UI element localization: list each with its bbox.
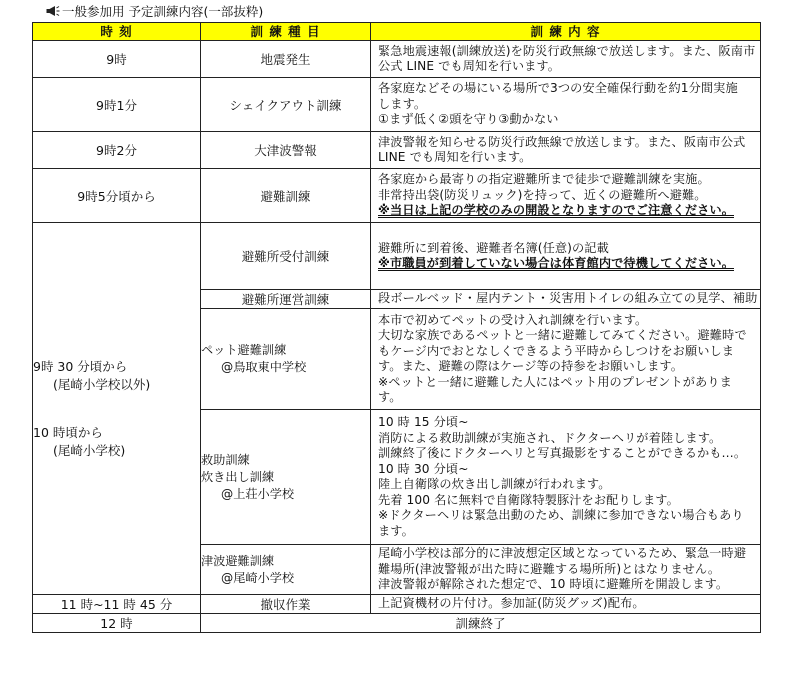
content-line: 避難所に到着後、避難者名簿(任意)の記載 — [378, 240, 609, 255]
content-line: 公式 LINE でも周知を行います。 — [378, 59, 561, 73]
content-line: 尾崎小学校は部分的に津波想定区域となっているため、緊急一時避 — [378, 546, 747, 561]
content-line: 非常持出袋(防災リュック)を持って、近くの避難所へ避難。 — [378, 187, 707, 202]
training-cell — [201, 309, 371, 410]
training-location: @鳥取東中学校 — [221, 360, 307, 374]
table-row — [33, 41, 761, 78]
content-line: 本市で初めてペットの受け入れ訓練を行います。 — [378, 312, 648, 327]
time-cell: 12 時 — [33, 614, 201, 633]
document-title — [46, 4, 263, 20]
table-row — [33, 78, 761, 132]
content-line: 津波警報が解除された想定で、10 時頃に避難所を開設します。 — [378, 577, 729, 592]
training-location: @尾崎小学校 — [221, 570, 295, 585]
training-cell: シェイクアウト訓練 — [201, 78, 371, 132]
training-cell — [201, 545, 371, 595]
header-training: 訓 練 種 目 — [201, 23, 371, 41]
training-cell: 撤収作業 — [201, 595, 371, 614]
content-line: 先着 100 名に無料で自衛隊特製豚汁をお配りします。 — [378, 492, 679, 507]
training-name-2: 炊き出し訓練 — [201, 469, 275, 484]
content-line: ます。 — [378, 523, 414, 538]
content-line: す。 — [378, 390, 402, 404]
content-line: LINE でも周知を行います。 — [378, 150, 532, 164]
content-line: ※ドクターヘリは緊急出動のため、訓練に参加できない場合もあり — [378, 508, 744, 522]
training-cell — [201, 410, 371, 545]
training-cell: 避難所運営訓練 — [201, 290, 371, 309]
content-line: 各家庭などその場にいる場所で3つの安全確保行動を約1分間実施 — [378, 81, 738, 96]
training-cell: 避難訓練 — [201, 169, 371, 223]
content-line: 難場所(津波警報が出た時に避難する場所所)とはなりません。 — [378, 561, 721, 576]
content-line: 10 時 30 分頃~ — [378, 461, 469, 476]
content-line: 上記資機材の片付け。参加証(防災グッズ)配布。 — [378, 596, 645, 611]
table-row — [33, 223, 761, 290]
table-row — [33, 169, 761, 223]
training-name: 津波避難訓練 — [201, 553, 275, 568]
time-cell: 9時 — [33, 41, 201, 78]
content-cell — [371, 410, 761, 545]
training-location: @上荘小学校 — [221, 486, 295, 501]
time-cell: 9時5分頃から — [33, 169, 201, 223]
training-cell: 避難所受付訓練 — [201, 223, 371, 290]
content-cell — [371, 595, 761, 614]
time-cell: 9時2分 — [33, 132, 201, 169]
training-name: ペット避難訓練 — [201, 343, 287, 357]
title-text: 一般参加用 予定訓練内容(一部抜粋) — [62, 4, 264, 19]
end-cell: 訓練終了 — [201, 614, 761, 633]
content-cell — [371, 309, 761, 410]
header-time: 時 刻 — [33, 23, 201, 41]
group-time-a-note: (尾崎小学校以外) — [53, 376, 151, 392]
time-cell: 11 時~11 時 45 分 — [33, 595, 201, 614]
header-content: 訓 練 内 容 — [371, 23, 761, 41]
content-line: 大切な家族であるペットと一緒に避難してみてください。避難時で — [378, 328, 747, 342]
content-line: 緊急地震速報(訓練放送)を防災行政無線で放送します。また、阪南市 — [378, 43, 756, 58]
header-row — [33, 23, 761, 41]
content-line: します。 — [378, 96, 427, 111]
content-line: もケージ内でおとなしくできるよう平時からしつけをお願いしま — [378, 343, 735, 358]
content-line: ※ペットと一緒に避難した人にはペット用のプレゼントがありま — [378, 374, 732, 389]
warning-note: ※当日は上記の学校のみの開設となりますのでご注意ください。 — [378, 203, 734, 218]
training-cell: 地震発生 — [201, 41, 371, 78]
training-cell: 大津波警報 — [201, 132, 371, 169]
table-row — [33, 614, 761, 633]
content-cell — [371, 169, 761, 223]
group-time-cell — [33, 223, 201, 595]
content-line: 津波警報を知らせる防災行政無線で放送します。また、阪南市公式 — [378, 134, 746, 149]
time-cell: 9時1分 — [33, 78, 201, 132]
warning-note: ※市職員が到着していない場合は体育館内で待機してください。 — [378, 256, 734, 270]
group-time-a: 9時 30 分頃から — [33, 358, 128, 374]
content-line: 消防による救助訓練が実施され、ドクターヘリが着陸します。 — [378, 430, 722, 445]
group-time-b-note: (尾崎小学校) — [53, 442, 126, 458]
content-line: ①まず低く②頭を守り③動かない — [378, 112, 559, 127]
content-cell — [371, 545, 761, 595]
content-cell — [371, 290, 761, 309]
megaphone-icon — [46, 5, 60, 17]
table-row — [33, 595, 761, 614]
content-cell — [371, 78, 761, 132]
content-cell — [371, 41, 761, 78]
schedule-table — [32, 22, 761, 633]
content-line: す。また、避難の際はケージ等の持参をお願いします。 — [378, 359, 683, 373]
content-line: 各家庭から最寄りの指定避難所まで徒歩で避難訓練を実施。 — [378, 172, 710, 187]
content-line: 10 時 15 分頃~ — [378, 415, 469, 429]
group-time-b: 10 時頃から — [33, 424, 103, 440]
content-cell — [371, 223, 761, 290]
table-row — [33, 132, 761, 169]
content-line: 陸上自衛隊の炊き出し訓練が行われます。 — [378, 477, 611, 491]
training-name: 救助訓練 — [201, 452, 250, 467]
content-cell — [371, 132, 761, 169]
content-line: 訓練終了後にドクターヘリと写真撮影をすることができるかも…。 — [378, 446, 747, 460]
content-line: 段ボールベッド・屋内テント・災害用トイレの組み立ての見学、補助 — [378, 291, 758, 306]
